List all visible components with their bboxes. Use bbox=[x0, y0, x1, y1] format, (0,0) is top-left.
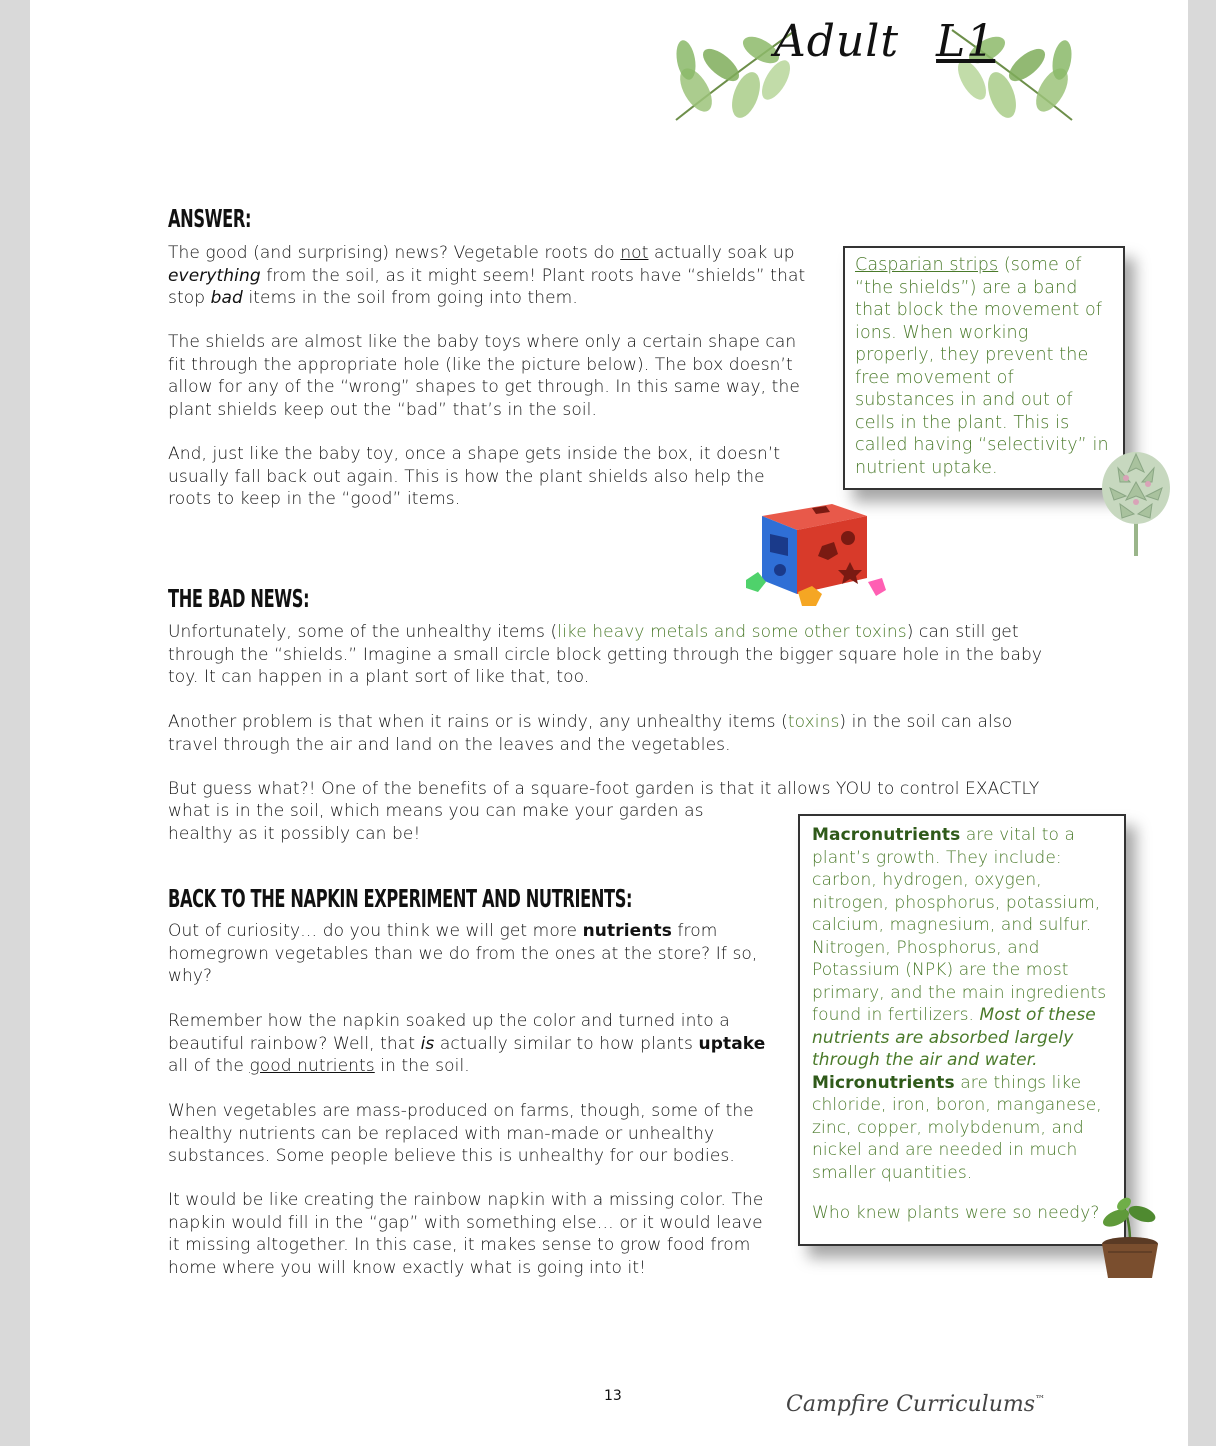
napkin-paragraph-2: Remember how the napkin soaked up the color and turned into a beautiful rainbow? Well, that is actually similar to how plants uptake all of the good nutrients in the soil. bbox=[168, 1011, 766, 1076]
casparian-text: Casparian strips (some of “the shields”) are a band that block the movement of ions. When working properly, they prevent the free movement of substances in and out of cells in the plant. This is called having “selectivity” in nutrient uptake. bbox=[855, 255, 1109, 478]
artichoke-icon bbox=[1096, 438, 1178, 560]
casparian-strips-callout bbox=[843, 246, 1125, 490]
answer-paragraph-2: The shields are almost like the baby toys where only a certain shape can fit through the appropriate hole (like the picture below). The box doesn’t allow for any of the “wrong” shapes to get through. In this same way, the plant shields keep out the “bad” that’s in the soil. bbox=[168, 332, 800, 420]
trademark-symbol: ™ bbox=[1035, 1394, 1046, 1406]
bad-news-paragraph-2: Another problem is that when it rains or is windy, any unhealthy items (toxins) in the soil can also travel through the air and land on the leaves and the vegetables. bbox=[168, 712, 1013, 755]
micronutrients-text: Micronutrients are things like chloride, iron, boron, manganese, zinc, copper, molybdenum, and nickel and are needed in much smaller quantities. bbox=[812, 1072, 1102, 1183]
page-title bbox=[774, 16, 995, 67]
bad-news-paragraph-3-rest: what is in the soil, which means you can make your garden as healthy as it possibly can be! bbox=[168, 801, 704, 844]
macronutrients-text: Macronutrients are vital to a plant’s growth. They include: carbon, hydrogen, oxygen, nitrogen, phosphorus, potassium, calcium, magnesium, and sulfur. Nitrogen, Phosphorus, and Potassium (NPK) are the most primary, and the main ingredients found in fertilizers. Most of these nutrients are absorbed largely through the air and water. bbox=[812, 825, 1107, 1070]
toxins-highlight: toxins bbox=[787, 712, 840, 732]
answer-paragraph-3: And, just like the baby toy, once a shape gets inside the box, it doesn’t usually fall back out again. This is how the plant shields also help the roots to keep in the “good” items. bbox=[168, 444, 781, 509]
nutrients-callout bbox=[798, 814, 1126, 1246]
shape-sorter-toy-icon bbox=[742, 486, 892, 614]
napkin-heading: BACK TO THE NAPKIN EXPERIMENT AND NUTRIENTS: bbox=[168, 884, 633, 913]
answer-paragraph-1: The good (and surprising) news? Vegetable roots do not actually soak up everything from the soil, as it might seem! Plant roots have “shields” that stop bad items in the soil from going into them. bbox=[168, 243, 806, 308]
napkin-paragraph-3: When vegetables are mass-produced on farms, though, some of the healthy nutrients can be replaced with man-made or unhealthy substances. Some people believe this is unhealthy for our bodies. bbox=[168, 1101, 754, 1166]
closing-question: Who knew plants were so needy? bbox=[812, 1203, 1100, 1223]
brand-logo bbox=[786, 1392, 1045, 1417]
napkin-paragraph-1: Out of curiosity… do you think we will get more nutrients from homegrown vegetables than we do from the ones at the store? If so, why? bbox=[168, 921, 758, 986]
bad-news-paragraph-3-line-1: But guess what?! One of the benefits of a square-foot garden is that it allows YOU to control EXACTLY bbox=[168, 779, 1040, 799]
macronutrients-term: Macronutrients bbox=[812, 825, 961, 845]
title-level: L1 bbox=[936, 16, 996, 67]
page-number: 13 bbox=[604, 1388, 622, 1404]
seedling-pot-icon bbox=[1094, 1196, 1166, 1282]
title-adult: Adult bbox=[774, 16, 900, 67]
napkin-paragraph-4: It would be like creating the rainbow napkin with a missing color. The napkin would fill in the “gap” with something else… or it would leave it missing altogether. In this case, it makes sense to grow food from home where you will know exactly what is going into it! bbox=[168, 1190, 764, 1278]
brand-name: Campfire Curriculums bbox=[786, 1392, 1036, 1417]
micronutrients-term: Micronutrients bbox=[812, 1072, 955, 1093]
bad-news-paragraph-1: Unfortunately, some of the unhealthy items (like heavy metals and some other toxins) can still get through the “shields.” Imagine a small circle block getting through the bigger square hole in the baby toy. It can happen in a plant sort of like that, too. bbox=[168, 622, 1043, 687]
heavy-metals-highlight: like heavy metals and some other toxins bbox=[557, 622, 907, 642]
answer-heading: ANSWER: bbox=[168, 204, 252, 233]
bad-news-heading: THE BAD NEWS: bbox=[168, 584, 310, 613]
casparian-term: Casparian strips bbox=[855, 255, 999, 275]
document-page bbox=[30, 0, 1188, 1446]
